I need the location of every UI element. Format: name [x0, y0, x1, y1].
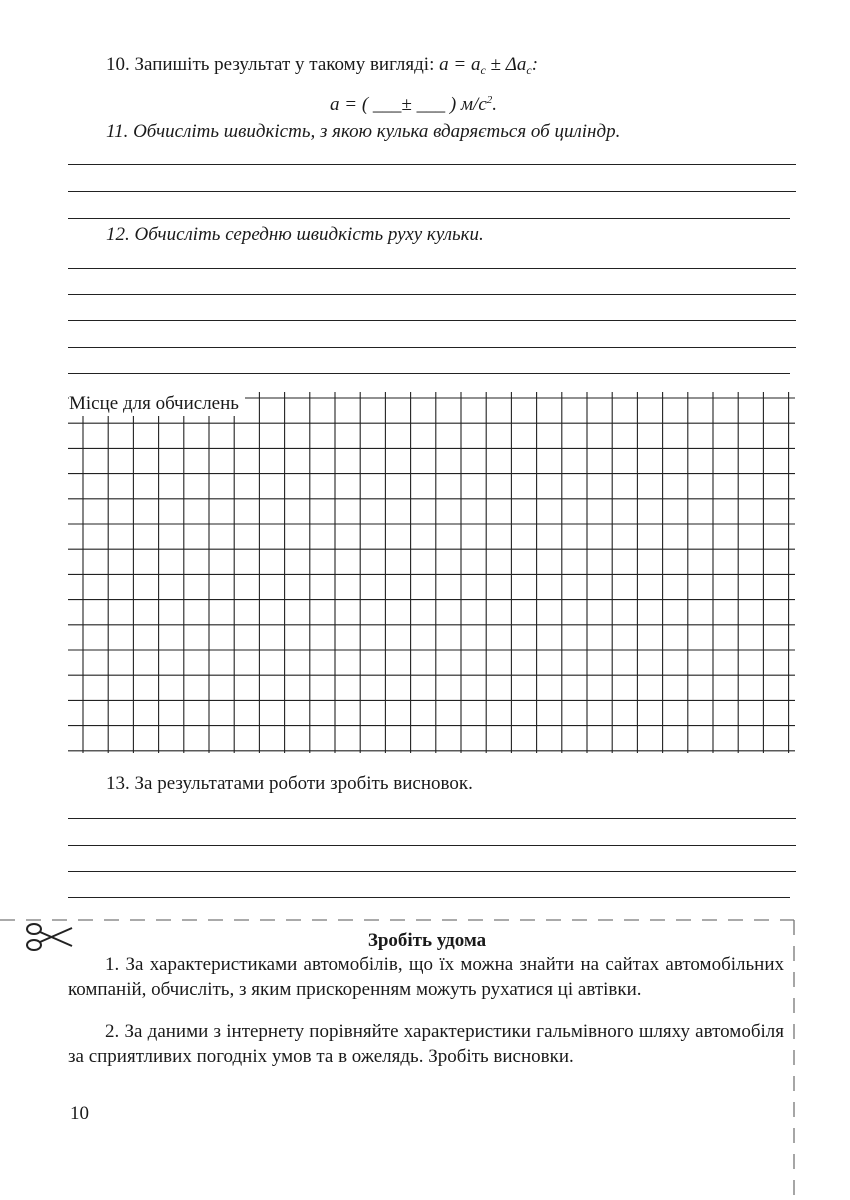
calculation-grid[interactable] [68, 388, 798, 762]
task-10-line [106, 53, 538, 82]
result-formula: a = ( ___± ___ ) $м/с^2$. [330, 94, 498, 115]
answer-line[interactable] [68, 218, 790, 219]
blank-value-2[interactable]: ___ [416, 94, 446, 115]
calc-area-label: Місце для обчислень [69, 392, 245, 416]
answer-line[interactable] [68, 373, 790, 374]
task-10-formula: $a = a_c \pm \Delta a_c$: [439, 54, 539, 77]
answer-line[interactable] [68, 164, 796, 165]
answer-line[interactable] [68, 294, 796, 295]
answer-line[interactable] [68, 897, 790, 898]
task-13-text: 13. За результатами роботи зробіть висновок. [106, 773, 473, 794]
homework-title: Зробіть удома [367, 930, 487, 951]
page-number: 10 [70, 1103, 89, 1124]
blank-value-1[interactable]: ___ [372, 94, 402, 115]
task-11-text: 11. Обчисліть швидкість, з якою кулька вдаряється об циліндр. [106, 121, 621, 142]
homework-item-2: 2. За даними з інтернету порівняйте характеристики гальмівного шляху автомобіля за сприятливих погодніх умов та в ожелядь. Зробіть висновки. [68, 1021, 784, 1067]
answer-line[interactable] [68, 347, 796, 348]
answer-line[interactable] [68, 845, 796, 846]
answer-line[interactable] [68, 871, 796, 872]
scissors-icon [24, 920, 74, 954]
homework-item-1: 1. За характеристиками автомобілів, що їх можна знайти на сайтах автомобільних компаній, обчисліть, з яким прискоренням можуть рухатися ці автівки. [68, 954, 784, 1000]
task-12-text: 12. Обчисліть середню швидкість руху кульки. [106, 224, 484, 245]
answer-line[interactable] [68, 320, 796, 321]
answer-line[interactable] [68, 191, 796, 192]
task-10-text: 10. Запишіть результат у такому вигляді: [106, 54, 435, 75]
answer-line[interactable] [68, 818, 796, 819]
answer-line[interactable] [68, 268, 796, 269]
